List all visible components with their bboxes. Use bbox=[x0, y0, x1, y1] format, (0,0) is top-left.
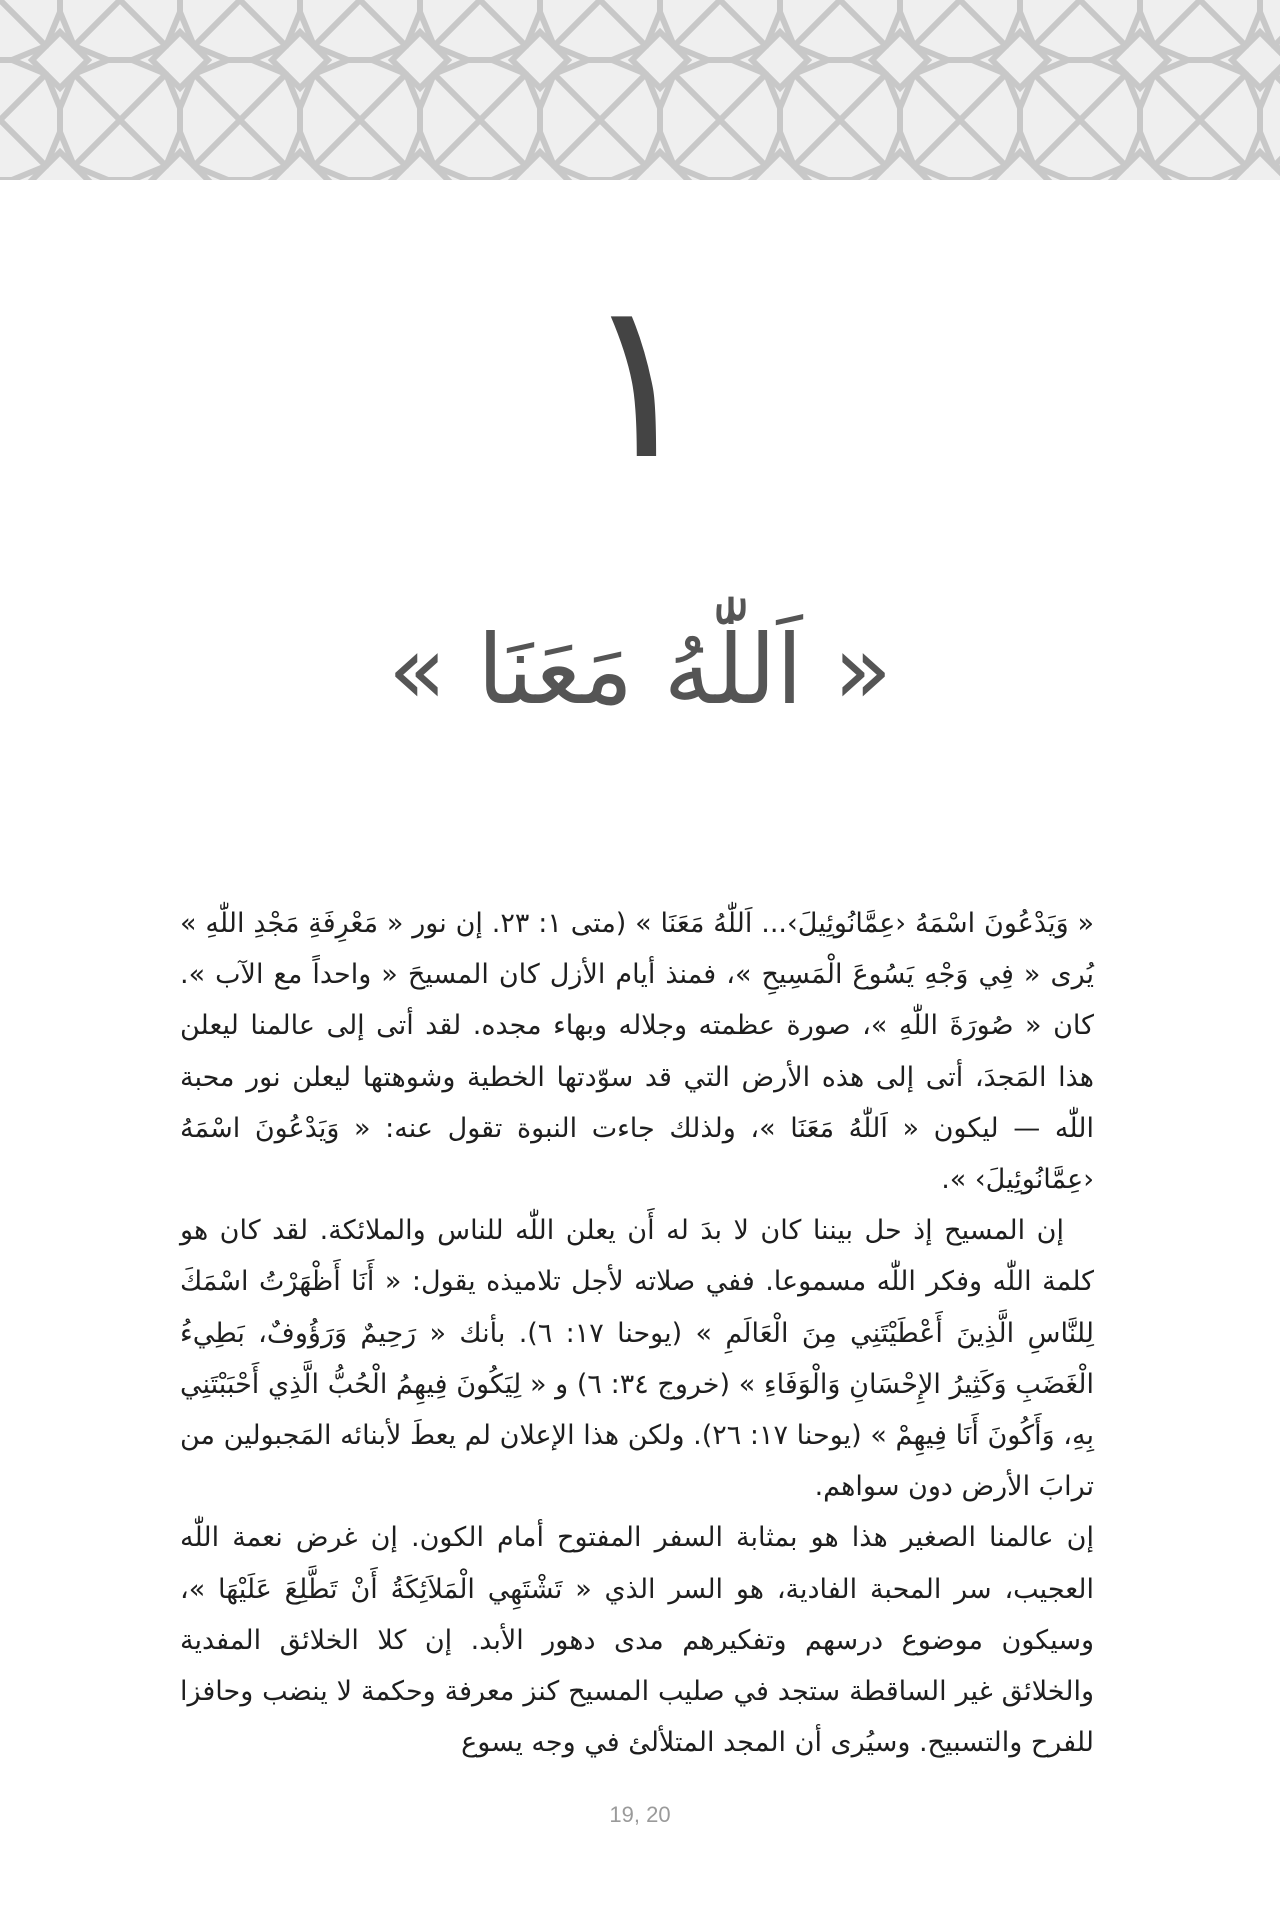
chapter-number: ١ bbox=[580, 252, 700, 508]
page-number: 19, 20 bbox=[609, 1802, 671, 1827]
paragraph: « وَيَدْعُونَ اسْمَهُ ‹عِمَّانُوئِيلَ›... اَللّٰهُ مَعَنَا » (متى ١: ٢٣. إن نور « مَعْرِفَةِ مَجْدِ اللّٰهِ » يُرى « فِي وَجْهِ يَسُوعَ الْمَسِيحِ »، فمنذ أيام الأزل كان المسيحَ « واحداً مع الآب ». كان « صُورَةَ اللّٰهِ »، صورة عظمته وجلاله وبهاء مجده. لقد أتى إلى عالمنا ليعلن هذا المَجدَ، أتى إلى هذه الأرض التي قد سوّدتها الخطية وشوهتها ليعلن نور محبة اللّٰه — ليكون « اَللّٰهُ مَعَنَا »، ولذلك جاءت النبوة تقول عنه: « وَيَدْعُونَ اسْمَهُ ‹عِمَّانُوئِيلَ› ». bbox=[180, 908, 1094, 1196]
geometric-star-pattern-icon bbox=[0, 0, 1280, 180]
paragraph: إن المسيح إذ حل بيننا كان لا بدَ له أَن يعلن اللّٰه للناس والملائكة. لقد كان هو كلمة اللّٰه وفكر اللّٰه مسموعا. ففي صلاته لأجل تلاميذه يقول: « أَنَا أَظْهَرْتُ اسْمَكَ لِلنَّاسِ الَّذِينَ أَعْطَيْتَنِي مِنَ الْعَالَمِ » (يوحنا ١٧: ٦). بأنك « رَحِيمٌ وَرَؤُوفٌ، بَطِيءُ الْغَضَبِ وَكَثِيرُ الإِحْسَانِ وَالْوَفَاءِ » (خروج ٣٤: ٦) و « لِيَكُونَ فِيهِمُ الْحُبُّ الَّذِي أَحْبَبْتَنِي بِهِ، وَأَكُونَ أَنَا فِيهِمْ » (يوحنا ١٧: ٢٦). ولكن هذا الإعلان لم يعطَ لأبنائه المَجبولين من ترابَ الأرض دون سواهم. bbox=[180, 1215, 1094, 1503]
chapter-body bbox=[180, 898, 1094, 1768]
chapter-title: « اَللّٰهُ مَعَنَا » bbox=[387, 614, 893, 726]
header-pattern-band bbox=[0, 0, 1280, 180]
paragraph: إن عالمنا الصغير هذا هو بمثابة السفر المفتوح أمام الكون. إن غرض نعمة اللّٰه العجيب، سر المحبة الفادية، هو السر الذي « تَشْتَهِي الْمَلاَئِكَةُ أَنْ تَطَّلِعَ عَلَيْهَا »، وسيكون موضوع درسهم وتفكيرهم مدى دهور الأبد. إن كلا الخلائق المفدية والخلائق غير الساقطة ستجد في صليب المسيح كنز معرفة وحكمة لا ينضب وحافزا للفرح والتسبيح. وسيُرى أن المجد المتلألئ في وجه يسوع bbox=[180, 1522, 1094, 1759]
